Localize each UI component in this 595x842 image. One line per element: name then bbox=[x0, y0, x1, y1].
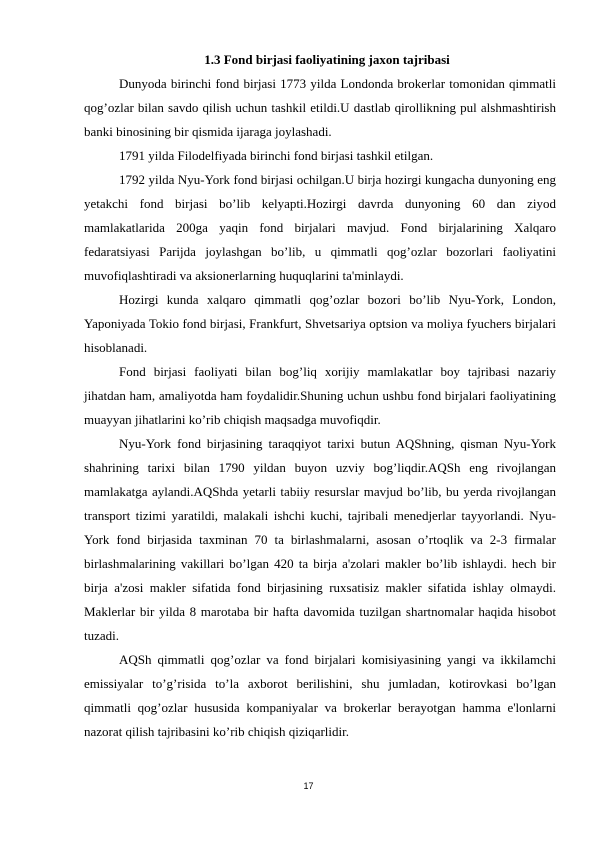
section-title: 1.3 Fond birjasi faoliyatining jaxon tajribasi bbox=[204, 52, 450, 67]
paragraph-5: Fond birjasi faoliyati bilan bog’liq xorijiy mamlakatlar boy tajribasi nazariy jihatdan ham, amaliyotda ham foydalidir.Shuning uchun ushbu fond birjalari faoliyatining muayyan jihatlarini ko’rib chiqish maqsadga muvofiqdir. bbox=[84, 364, 556, 427]
paragraph-3: 1792 yilda Nyu-York fond birjasi ochilgan.U birja hozirgi kungacha dunyoning eng yetakchi fond birjasi bo’lib kelyapti.Hozirgi davrda dunyoning 60 dan ziyod mamlakatlarida 200ga yaqin fond birjalari mavjud. Fond birjalarining Xalqaro fedaratsiyasi Parijda joylashgan bo’lib, u qimmatli qog’ozlar bozorlari faoliyatini muvofiqlashtiradi va aksionerlarning huquqlarini ta'minlaydi. bbox=[84, 172, 556, 283]
paragraph-2: 1791 yilda Filodelfiyada birinchi fond birjasi tashkil etilgan. bbox=[119, 148, 434, 163]
paragraph-6: Nyu-York fond birjasining taraqqiyot tarixi butun AQShning, qisman Nyu-York shahrining tarixi bilan 1790 yildan buyon uzviy bog’liqdir.AQSh eng rivojlangan mamlakatga aylandi.AQShda yetarli tabiiy resurslar mavjud bo’lib, bu yerda rivojlangan transport tizimi yaratildi, malakali ishchi kuchi, tajribali menedjerlar tayyorlandi. Nyu-York fond birjasida taxminan 70 ta birlashmalarni, asosan o’rtoqlik va 2-3 firmalar birlashmalarining vakillari bo’lgan 420 ta birja a'zolari makler bo’lib ishlaydi. hech bir birja a'zosi makler sifatida fond birjasining ruxsatisiz makler sifatida ishlay olmaydi. Maklerlar bir yilda 8 marotaba bir hafta davomida tuzilgan shartnomalar haqida hisobot tuzadi. bbox=[84, 436, 556, 643]
document-page bbox=[84, 48, 556, 744]
page-number: 17 bbox=[303, 781, 314, 791]
paragraph-7: AQSh qimmatli qog’ozlar va fond birjalari komisiyasining yangi va ikkilamchi emissiyalar to’g’risida to’la axborot berilishini, shu jumladan, kotirovkasi bo’lgan qimmatli qog’ozlar hususida kompaniyalar va brokerlar berayotgan hamma e'lonlarni nazorat qilish tajribasini ko’rib chiqish qiziqarlidir. bbox=[84, 652, 556, 739]
paragraph-4: Hozirgi kunda xalqaro qimmatli qog’ozlar bozori bo’lib Nyu-York, London, Yaponiyada Tokio fond birjasi, Frankfurt, Shvetsariya optsion va moliya fyuchers birjalari hisoblanadi. bbox=[84, 292, 556, 355]
paragraph-1: Dunyoda birinchi fond birjasi 1773 yilda Londonda brokerlar tomonidan qimmatli qog’ozlar bilan savdo qilish uchun tashkil etildi.U dastlab qirollikning pul alshmashtirish banki binosining bir qismida ijaraga joylashadi. bbox=[84, 76, 556, 139]
